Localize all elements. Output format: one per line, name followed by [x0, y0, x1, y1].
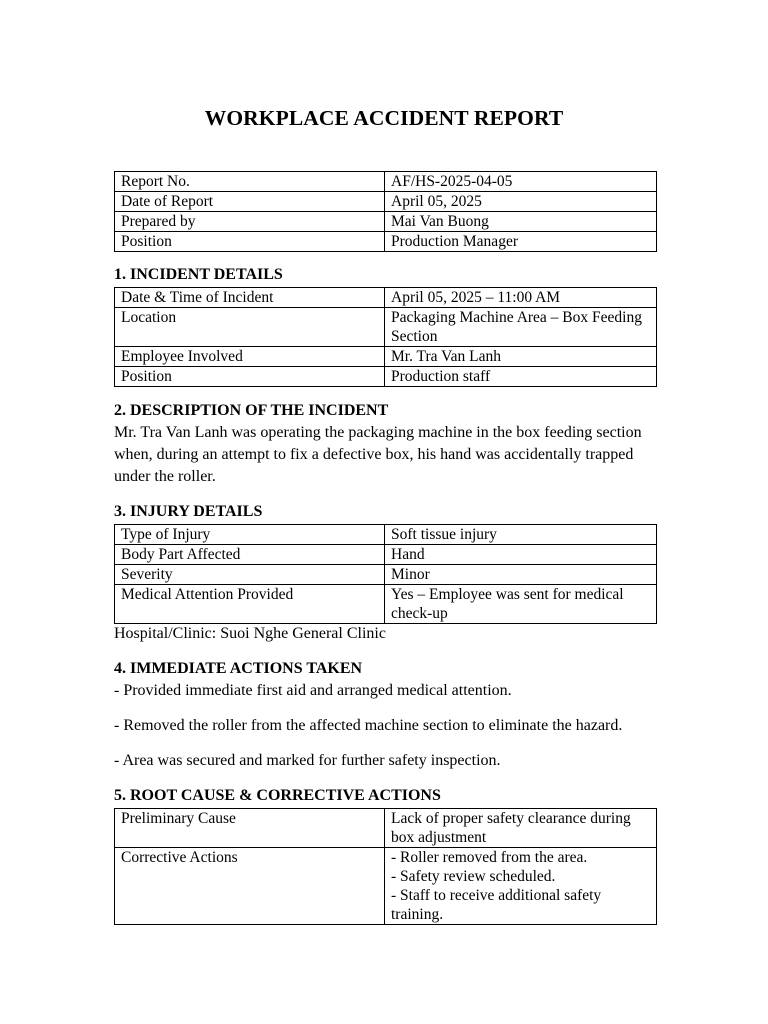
- table-row: [115, 288, 657, 308]
- list-item: - Area was secured and marked for further safety inspection.: [114, 752, 501, 769]
- table-row: [115, 545, 657, 565]
- root-cause-table: [114, 808, 657, 925]
- employee-involved-label: Employee Involved: [115, 347, 385, 367]
- report-no-value: AF/HS-2025-04-05: [385, 172, 657, 192]
- list-item: - Staff to receive additional safety training.: [391, 887, 602, 923]
- table-row: [115, 525, 657, 545]
- report-no-label: Report No.: [115, 172, 385, 192]
- severity-value: Minor: [385, 565, 657, 585]
- severity-label: Severity: [115, 565, 385, 585]
- section-1-heading: 1. INCIDENT DETAILS: [114, 266, 283, 283]
- list-item: - Safety review scheduled.: [391, 868, 556, 885]
- body-part-value: Hand: [385, 545, 657, 565]
- date-of-report-value: April 05, 2025: [385, 192, 657, 212]
- section-5-heading: 5. ROOT CAUSE & CORRECTIVE ACTIONS: [114, 787, 441, 804]
- body-part-label: Body Part Affected: [115, 545, 385, 565]
- section-4-heading: 4. IMMEDIATE ACTIONS TAKEN: [114, 660, 363, 677]
- table-row: [115, 347, 657, 367]
- section-2-heading: 2. DESCRIPTION OF THE INCIDENT: [114, 402, 389, 419]
- list-item: - Roller removed from the area.: [391, 849, 588, 866]
- injury-type-value: Soft tissue injury: [385, 525, 657, 545]
- list-item: - Provided immediate first aid and arranged medical attention.: [114, 682, 512, 699]
- incident-datetime-value: April 05, 2025 – 11:00 AM: [385, 288, 657, 308]
- location-value: Packaging Machine Area – Box Feeding Section: [385, 308, 657, 347]
- table-row: [115, 172, 657, 192]
- incident-details-table: [114, 287, 657, 387]
- preliminary-cause-value: Lack of proper safety clearance during box adjustment: [385, 809, 657, 848]
- employee-involved-value: Mr. Tra Van Lanh: [385, 347, 657, 367]
- table-row: [115, 848, 657, 925]
- table-row: [115, 565, 657, 585]
- employee-position-label: Position: [115, 367, 385, 387]
- injury-details-table: [114, 524, 657, 624]
- incident-description: Mr. Tra Van Lanh was operating the packaging machine in the box feeding section when, during an attempt to fix a defective box, his hand was accidentally trapped under the roller.: [114, 424, 642, 485]
- date-of-report-label: Date of Report: [115, 192, 385, 212]
- table-row: [115, 308, 657, 347]
- section-3-heading: 3. INJURY DETAILS: [114, 503, 263, 520]
- medical-attention-label: Medical Attention Provided: [115, 585, 385, 624]
- page-title: WORKPLACE ACCIDENT REPORT: [204, 106, 564, 130]
- report-info-table: [114, 171, 657, 252]
- preliminary-cause-label: Preliminary Cause: [115, 809, 385, 848]
- clinic-line: Hospital/Clinic: Suoi Nghe General Clinic: [114, 625, 386, 642]
- corrective-actions-label: Corrective Actions: [115, 848, 385, 925]
- corrective-actions-value: [385, 848, 657, 925]
- employee-position-value: Production staff: [385, 367, 657, 387]
- incident-datetime-label: Date & Time of Incident: [115, 288, 385, 308]
- table-row: [115, 232, 657, 252]
- table-row: [115, 585, 657, 624]
- location-label: Location: [115, 308, 385, 347]
- prepared-by-label: Prepared by: [115, 212, 385, 232]
- table-row: [115, 212, 657, 232]
- position-value: Production Manager: [385, 232, 657, 252]
- prepared-by-value: Mai Van Buong: [385, 212, 657, 232]
- list-item: - Removed the roller from the affected machine section to eliminate the hazard.: [114, 717, 623, 734]
- table-row: [115, 809, 657, 848]
- position-label: Position: [115, 232, 385, 252]
- table-row: [115, 192, 657, 212]
- table-row: [115, 367, 657, 387]
- injury-type-label: Type of Injury: [115, 525, 385, 545]
- medical-attention-value: Yes – Employee was sent for medical check-up: [385, 585, 657, 624]
